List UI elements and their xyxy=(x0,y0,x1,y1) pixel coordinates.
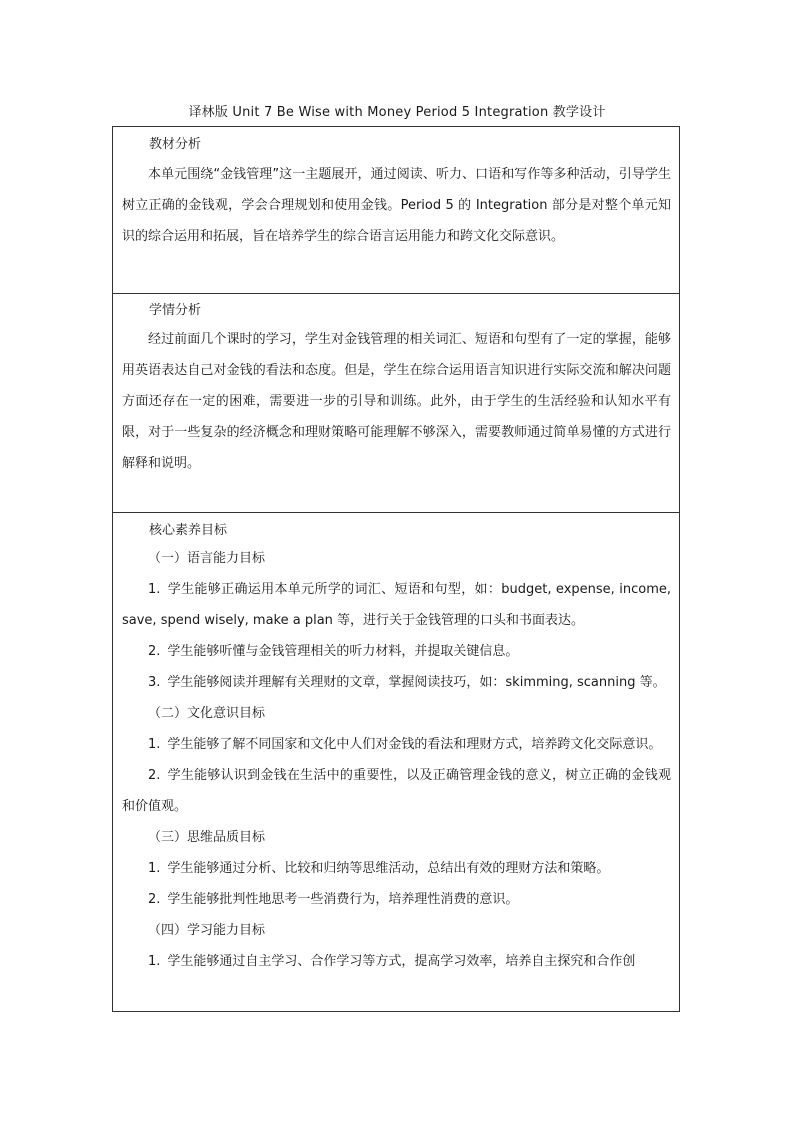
section-heading: 教材分析 xyxy=(149,137,202,152)
section-heading: 核心素养目标 xyxy=(149,523,228,538)
objective-item xyxy=(122,667,671,698)
objective-text: 学生能够听懂与金钱管理相关的听力材料，并提取关键信息。 xyxy=(167,644,519,659)
objective-item xyxy=(122,636,671,667)
section-paragraph: 经过前面几个课时的学习，学生对金钱管理的相关词汇、短语和句型有了一定的掌握，能够用英语表达自己对金钱的看法和态度。但是，学生在综合运用语言知识进行实际交流和解决问题方面还存在一定的困难，需要进一步的引导和训练。此外，由于学生的生活经验和认知水平有限，对于一些复杂的经济概念和理财策略可能理解不够深入，需要教师通过简单易懂的方式进行解释和说明。 xyxy=(122,332,671,471)
student-analysis-section xyxy=(113,293,679,512)
objective-text: 学生能够通过自主学习、合作学习等方式，提高学习效率，培养自主探究和合作创 xyxy=(167,954,636,969)
objective-text: 学生能够通过分析、比较和归纳等思维活动，总结出有效的理财方法和策略。 xyxy=(167,861,610,876)
objective-group-title: （一）语言能力目标 xyxy=(148,551,266,566)
document-title: 译林版 Unit 7 Be Wise with Money Period 5 Integration 教学设计 xyxy=(188,105,606,120)
objective-group-title: （二）文化意识目标 xyxy=(148,706,266,721)
objective-text: 学生能够了解不同国家和文化中人们对金钱的看法和理财方式，培养跨文化交际意识。 xyxy=(167,737,662,752)
objective-item xyxy=(122,853,671,884)
objective-number: 1. xyxy=(148,737,161,752)
objective-number: 1. xyxy=(148,861,161,876)
objective-item xyxy=(122,884,671,915)
objective-number: 2. xyxy=(148,644,161,659)
objective-number: 2. xyxy=(148,768,161,783)
objective-text: 学生能够阅读并理解有关理财的文章，掌握阅读技巧，如：skimming, scanning 等。 xyxy=(167,675,666,690)
core-objectives-section xyxy=(113,512,679,1011)
section-paragraph: 本单元围绕“金钱管理”这一主题展开，通过阅读、听力、口语和写作等多种活动，引导学生树立正确的金钱观，学会合理规划和使用金钱。Period 5 的 Integration 部分是对整个单元知识的综合运用和拓展，旨在培养学生的综合语言运用能力和跨文化交际意识。 xyxy=(122,167,671,244)
objective-text: 学生能够批判性地思考一些消费行为，培养理性消费的意识。 xyxy=(167,892,519,907)
objective-text: 学生能够认识到金钱在生活中的重要性，以及正确管理金钱的意义，树立正确的金钱观和价值观。 xyxy=(122,768,671,814)
section-heading: 学情分析 xyxy=(149,303,202,318)
objective-item xyxy=(122,729,671,760)
objective-group-title: （三）思维品质目标 xyxy=(148,830,266,845)
objective-item xyxy=(122,946,671,977)
objective-item xyxy=(122,760,671,822)
objective-number: 3. xyxy=(148,675,161,690)
lesson-plan-table xyxy=(112,126,680,1012)
textbook-analysis-section xyxy=(113,135,679,293)
objective-group-title: （四）学习能力目标 xyxy=(148,923,266,938)
objective-number: 2. xyxy=(148,892,161,907)
objective-text: 学生能够正确运用本单元所学的词汇、短语和句型，如：budget, expense, income, save, spend wisely, make a plan 等，进行关于金钱管理的口头和书面表达。 xyxy=(122,582,671,628)
objective-number: 1. xyxy=(148,582,161,597)
objective-item xyxy=(122,574,671,636)
objective-number: 1. xyxy=(148,954,161,969)
